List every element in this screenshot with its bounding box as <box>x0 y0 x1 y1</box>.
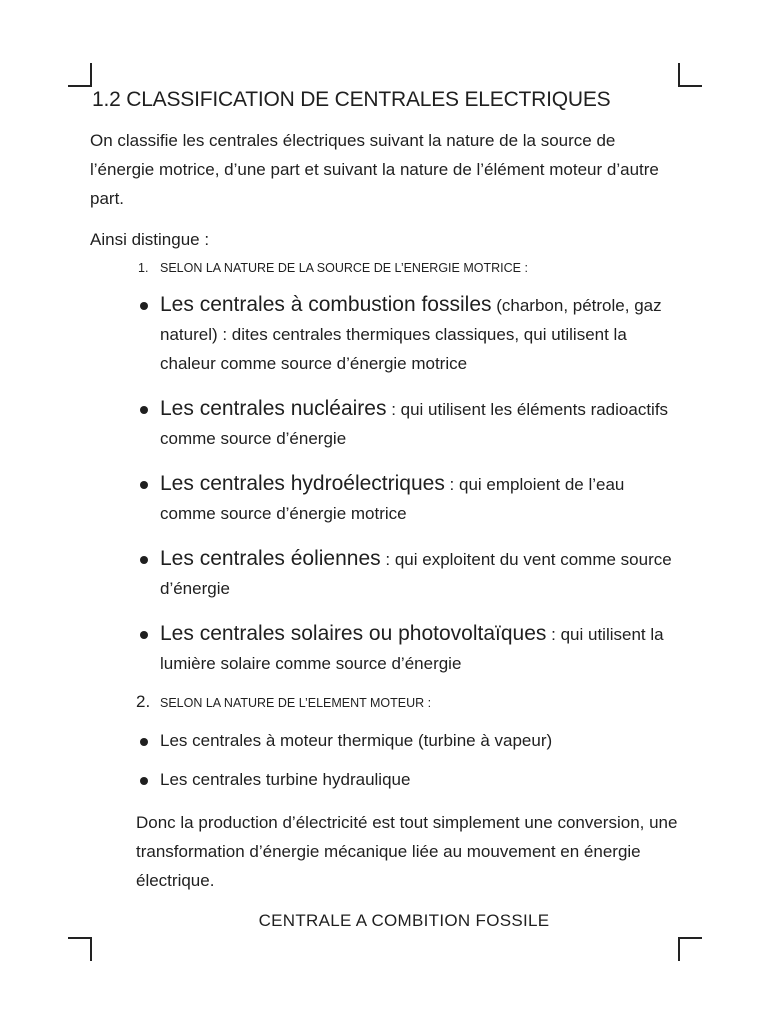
bullet-icon <box>140 777 148 785</box>
subsection-2-heading <box>90 692 678 713</box>
list-item <box>90 544 678 603</box>
engine-type-list <box>90 727 678 794</box>
ainsi-text: Ainsi distingue : <box>90 230 210 249</box>
subsection-1-label: SELON LA NATURE DE LA SOURCE DE L’ENERGIE MOTRICE : <box>160 261 528 275</box>
list-item <box>90 469 678 528</box>
item-text: : qui utilisent les éléments radioactifs comme source d’énergie <box>160 400 669 448</box>
list-item <box>90 727 678 755</box>
document-page <box>90 88 678 931</box>
item-text: Les centrales à moteur thermique (turbine à vapeur) <box>160 731 553 750</box>
bullet-icon <box>140 738 148 746</box>
item-text: (charbon, pétrole, gaz naturel) : dites centrales thermiques classiques, qui utilisent la chaleur comme source d’énergie motrice <box>160 296 662 373</box>
item-lead: Les centrales nucléaires <box>160 397 387 420</box>
bullet-icon <box>140 556 148 564</box>
subsection-1-number: 1. <box>138 261 149 275</box>
item-text: Les centrales turbine hydraulique <box>160 770 411 789</box>
crop-mark-top-right <box>678 63 702 87</box>
item-lead: Les centrales à combustion fossiles <box>160 293 492 316</box>
source-type-list <box>90 290 678 678</box>
crop-mark-top-left <box>68 63 92 87</box>
list-item <box>90 766 678 794</box>
item-text: : qui utilisent la lumière solaire comme source d’énergie <box>160 625 664 673</box>
item-lead: Les centrales solaires ou photovoltaïques <box>160 622 547 645</box>
bullet-icon <box>140 302 148 310</box>
item-lead: Les centrales hydroélectriques <box>160 472 445 495</box>
conclusion-paragraph: Donc la production d’électricité est tout simplement une conversion, une transformation d’énergie mécanique liée au mouvement en énergie électrique. <box>136 813 678 890</box>
subsection-2-number: 2. <box>136 692 151 711</box>
item-lead: Les centrales éoliennes <box>160 547 381 570</box>
section-heading: 1.2 CLASSIFICATION DE CENTRALES ELECTRIQUES <box>92 88 611 111</box>
subsection-1-heading <box>90 258 678 278</box>
bullet-icon <box>140 631 148 639</box>
bullet-icon <box>140 406 148 414</box>
list-item <box>90 394 678 453</box>
next-section-title: CENTRALE A COMBITION FOSSILE <box>258 911 550 930</box>
list-item <box>90 290 678 378</box>
intro-paragraph: On classifie les centrales électriques suivant la nature de la source de l’énergie motrice, d’une part et suivant la nature de l’élément moteur d’autre part. <box>90 131 659 208</box>
crop-mark-bottom-right <box>678 937 702 961</box>
subsection-2-label: SELON LA NATURE DE L’ELEMENT MOTEUR : <box>160 696 432 710</box>
item-text: : qui emploient de l’eau comme source d’énergie motrice <box>160 475 625 523</box>
list-item <box>90 619 678 678</box>
crop-mark-bottom-left <box>68 937 92 961</box>
bullet-icon <box>140 481 148 489</box>
item-text: : qui exploitent du vent comme source d’énergie <box>160 550 672 598</box>
